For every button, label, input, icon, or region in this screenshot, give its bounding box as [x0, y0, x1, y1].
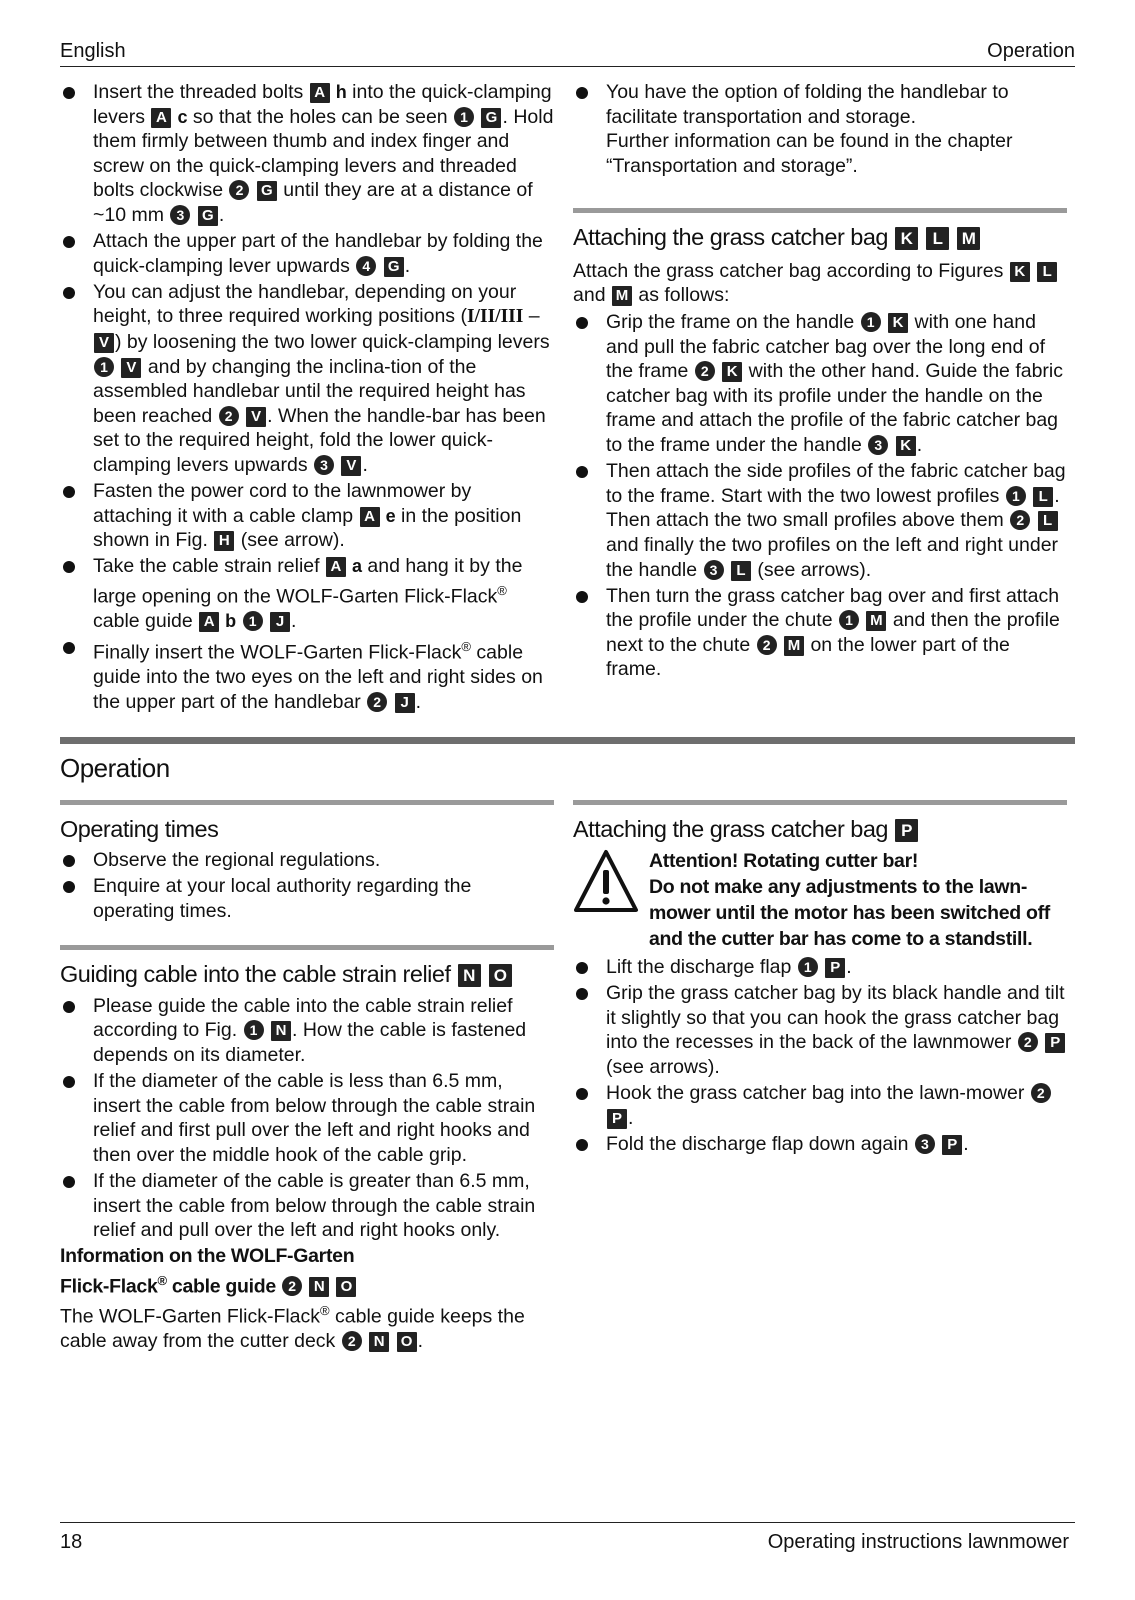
callout-number: 1 [94, 357, 114, 377]
figure-ref-h: H [214, 531, 234, 551]
text-run [882, 311, 887, 333]
text-run: cable guide [166, 1275, 281, 1298]
text-run: The WOLF-Garten Flick-Flack [60, 1305, 321, 1328]
figure-ref-g: G [384, 257, 404, 277]
figure-ref-p: P [942, 1135, 962, 1155]
page-footer [60, 1522, 1075, 1553]
figure-ref-p: P [895, 819, 918, 842]
figure-ref-m: M [784, 636, 804, 656]
text-run: with the other hand. Guide the fabric catcher bag with its profile under the handle on the frame and attach the profile of the fabric catcher bag to the frame under the handle [606, 360, 1063, 457]
figure-ref-n: N [369, 1332, 389, 1352]
callout-number: 1 [454, 107, 474, 127]
callout-number: 2 [1018, 1032, 1038, 1052]
text-run: – [523, 305, 540, 328]
text-run: . [404, 254, 411, 277]
text-run: until they are at a distance of ~10 mm [93, 179, 533, 226]
page-number: 18 [60, 1531, 83, 1553]
text-run: If the diameter of the cable is greater than 6.5 mm, insert the cable from below through the cable strain relief and pull over the left and right hooks only. [93, 1169, 536, 1242]
callout-number: 2 [219, 406, 239, 426]
callout-number: 1 [1006, 486, 1026, 506]
text-run [1031, 260, 1036, 282]
text-run: Grip the frame on the handle [606, 311, 860, 334]
list-item [573, 80, 1067, 178]
text-run: . [415, 690, 422, 713]
figure-ref-v: V [246, 407, 266, 427]
text-run [303, 1275, 308, 1297]
figure-ref-l: L [731, 561, 751, 581]
text-run [377, 255, 382, 277]
figure-refs [894, 224, 981, 250]
text-run [936, 1133, 941, 1155]
list-item [60, 1069, 554, 1167]
text-run: in the position shown in Fig. [93, 504, 522, 552]
section-heading-operating-times: Operating times [60, 800, 554, 844]
part-letter: a [346, 556, 362, 577]
figure-ref-g: G [481, 108, 501, 128]
callout-number: 3 [915, 1134, 935, 1154]
text-run: Flick-Flack [60, 1275, 158, 1298]
text-run: (see arrows). [606, 1055, 720, 1078]
figure-ref-a: A [199, 612, 219, 632]
callout-number: 1 [798, 957, 818, 977]
text-run [388, 691, 393, 713]
text-run: Attach the upper part of the handlebar by folding the quick-clamping lever upwards [93, 230, 543, 277]
text-run [819, 956, 824, 978]
text-run: Fasten the power cord to the lawnmower by attaching it with a cable clamp [93, 480, 472, 527]
text-run [390, 1330, 395, 1352]
figure-ref-o: O [397, 1332, 417, 1352]
text-run: . [362, 453, 368, 476]
text-run [191, 204, 196, 226]
text-run: and then the profile next to the chute [606, 609, 1060, 656]
text-run [1031, 509, 1036, 531]
text-run: into the quick-clamping levers [93, 81, 552, 128]
figure-ref-v: V [121, 358, 141, 378]
figure-ref-p: P [607, 1109, 627, 1129]
info-title [60, 1244, 554, 1299]
text-run: You can adjust the handlebar, depending on your height, to three required working positions ( [93, 280, 517, 328]
text-run: with one hand and pull the fabric catcher bag over the long end of the frame [606, 311, 1046, 383]
text-run: Insert the threaded bolts [93, 81, 309, 103]
text-run [363, 1330, 368, 1352]
figure-ref-o: O [489, 964, 512, 987]
figure-ref-l: L [1038, 511, 1058, 531]
part-letter: c [172, 106, 188, 127]
warning-title: Attention! Rotating cutter bar! [649, 850, 919, 872]
text-run: If the diameter of the cable is less than 6.5 mm, insert the cable from below through the cable strain relief and first pull over the left and right hooks and then over the middle hook of the cable grip. [93, 1070, 536, 1166]
left-bottom-column [60, 800, 554, 1354]
callout-number: 4 [356, 256, 376, 276]
callout-number: 2 [1031, 1083, 1051, 1103]
section-heading-attach-bag [573, 208, 1067, 252]
figure-ref-p: P [825, 958, 845, 978]
page-header [60, 38, 1075, 67]
figure-ref-l: L [926, 227, 949, 250]
callout-number: 2 [367, 692, 387, 712]
text-run [860, 609, 865, 631]
text-run: Observe the regional regulations. [93, 849, 381, 871]
info-text [60, 1299, 554, 1354]
text-run: cable guide into the two eyes on the left and right sides on the upper part of the handlebar [93, 641, 543, 713]
list-item [573, 459, 1067, 582]
text-run [236, 610, 241, 632]
registered-mark: ® [461, 639, 471, 655]
list-item [60, 1169, 554, 1243]
list-item [573, 584, 1067, 682]
text-run: (see arrow). [235, 529, 345, 552]
guiding-cable-list [60, 994, 554, 1243]
text-run: Fold the discharge flap down again [606, 1132, 914, 1155]
text-run: . [417, 1330, 423, 1352]
text-run: and by changing the inclina-tion of the assembled handlebar until the required height has been reached [93, 355, 526, 427]
text-run [330, 1275, 335, 1297]
assembly-steps-list [60, 80, 554, 714]
callout-number: 3 [170, 205, 190, 225]
figure-ref-k: K [722, 362, 742, 382]
callout-number: 1 [243, 611, 263, 631]
text-run: on the lower part of the frame. [606, 633, 1010, 681]
text-run: ) by loosening the two lower quick-clamping levers [115, 330, 550, 353]
figure-ref-n: N [458, 964, 481, 987]
figure-ref-k: K [896, 436, 916, 456]
list-item [573, 310, 1067, 458]
text-run: . How the cable is fastened depends on its diameter. [93, 1019, 527, 1066]
callout-number: 2 [695, 361, 715, 381]
text-run: Please guide the cable into the cable strain relief according to Fig. [93, 994, 513, 1042]
text-run: cable guide keeps the cable away from the cutter deck [60, 1305, 525, 1352]
text-run: and hang it by the large opening on the WOLF-Garten Flick-Flack [93, 555, 523, 608]
text-run: . [628, 1106, 634, 1129]
list-item [573, 955, 1067, 980]
list-item [573, 1081, 1067, 1130]
part-letter: e [380, 505, 396, 526]
text-run: Lift the discharge flap [606, 956, 797, 978]
text-run: You have the option of folding the handlebar to facilitate transportation and storage. [606, 81, 1009, 128]
figure-ref-v: V [94, 333, 114, 353]
text-run: . [916, 434, 923, 457]
text-run [240, 405, 245, 427]
heading-text: Attaching the grass catcher bag [573, 816, 889, 842]
text-run: cable guide [93, 609, 199, 632]
text-run [725, 559, 730, 581]
part-letter: h [330, 82, 347, 102]
text-run [889, 434, 894, 456]
warning-box [573, 848, 1067, 952]
registered-mark: ® [157, 1272, 167, 1288]
figure-ref-a: A [326, 557, 346, 577]
text-run: . When the handle-bar has been set to the required height, fold the lower quick-clamping levers upwards [93, 404, 546, 476]
figure-refs [457, 961, 513, 987]
registered-mark: ® [320, 1302, 330, 1318]
warning-text: Do not make any adjustments to the lawn-mower until the motor has been switched off and the cutter bar has come to a standstill. [649, 876, 1050, 950]
list-item [60, 848, 554, 873]
figure-ref-k: K [895, 227, 918, 250]
figure-ref-o: O [336, 1277, 356, 1297]
attach-bag-intro [573, 259, 1067, 308]
heading-text: Attaching the grass catcher bag [573, 223, 889, 250]
list-item [60, 479, 554, 553]
figure-ref-k: K [888, 313, 908, 333]
list-item [60, 994, 554, 1068]
list-item [60, 874, 554, 923]
list-item [60, 280, 554, 478]
callout-number: 1 [839, 610, 859, 630]
text-run: . [846, 956, 852, 978]
figure-ref-a: A [360, 507, 380, 527]
text-run: Attach the grass catcher bag according to Figures [573, 259, 1009, 282]
text-run [264, 610, 269, 632]
figure-ref-m: M [866, 611, 886, 631]
text-run: so that the holes can be seen [187, 105, 454, 128]
section-title-operation: Operation [60, 737, 1075, 784]
text-run [335, 454, 340, 476]
figure-ref-j: J [270, 612, 290, 632]
heading-text: Guiding cable into the cable strain relief [60, 960, 451, 987]
attach-bag-steps-list [573, 310, 1067, 682]
figure-ref-a: A [310, 83, 330, 103]
figure-ref-k: K [1010, 262, 1030, 282]
text-run: Further information can be found in the chapter “Transportation and storage”. [606, 130, 1013, 177]
text-run [1027, 485, 1032, 507]
text-run: . Hold them firmly between thumb and index finger and screw on the quick-clamping levers and threaded bolts clockwise [93, 105, 554, 202]
section-heading-attach-bag-p [573, 800, 1067, 844]
footer-title: Operating instructions lawnmower [767, 1531, 1069, 1553]
text-run: as follows: [632, 284, 730, 307]
text-run [115, 356, 120, 378]
list-item [573, 981, 1067, 1079]
figure-ref-l: L [1033, 487, 1053, 507]
text-run [250, 179, 255, 201]
text-run [475, 106, 480, 128]
text-run [778, 634, 783, 656]
figure-ref-n: N [309, 1277, 329, 1297]
callout-number: 3 [704, 560, 724, 580]
figure-ref-g: G [257, 181, 277, 201]
text-run [1039, 1031, 1044, 1053]
warning-triangle-icon [573, 848, 639, 914]
text-run: Grip the grass catcher bag by its black handle and tilt it slightly so that you can hook the grass catcher bag into the recesses in the back of the lawnmower [606, 982, 1065, 1054]
figure-ref-v: V [341, 456, 361, 476]
list-item [60, 229, 554, 278]
callout-number: 2 [229, 180, 249, 200]
figure-ref-a: A [151, 108, 171, 128]
text-run [716, 360, 721, 382]
figure-ref-j: J [395, 693, 415, 713]
callout-number: 2 [757, 635, 777, 655]
text-run [265, 1019, 270, 1041]
figure-ref-g: G [198, 206, 218, 226]
figure-ref-n: N [271, 1021, 291, 1041]
text-run: Information on the WOLF-Garten [60, 1245, 355, 1268]
text-run: Then attach the side profiles of the fabric catcher bag to the frame. Start with the two lowest profiles [606, 460, 1066, 507]
list-item [60, 635, 554, 714]
right-bottom-column [573, 800, 1067, 1158]
right-top-column [573, 80, 1067, 683]
callout-number: 3 [868, 435, 888, 455]
text-run: Enquire at your local authority regarding the operating times. [93, 875, 472, 922]
figure-ref-m: M [957, 227, 980, 250]
text-run: Hook the grass catcher bag into the lawn-mower [606, 1081, 1030, 1104]
attach-bag-p-list [573, 955, 1067, 1156]
text-run: Then turn the grass catcher bag over and first attach the profile under the chute [606, 584, 1060, 632]
header-language: English [60, 40, 126, 62]
callout-number: 2 [282, 1276, 302, 1296]
list-item [60, 554, 554, 633]
callout-number: 3 [314, 455, 334, 475]
section-heading-guiding-cable [60, 945, 554, 989]
text-run: and finally the two profiles on the left and right under the handle [606, 533, 1059, 581]
operating-times-list [60, 848, 554, 923]
text-run: (see arrows). [751, 558, 872, 581]
text-run: Finally insert the WOLF-Garten Flick-Flack [93, 641, 462, 664]
fold-handlebar-list [573, 80, 1067, 178]
figure-ref-m: M [612, 286, 632, 306]
list-item [573, 1132, 1067, 1157]
callout-number: 2 [342, 1331, 362, 1351]
callout-number: 1 [861, 312, 881, 332]
part-letter: b [220, 610, 237, 631]
list-item [60, 80, 554, 228]
text-run: . [291, 609, 297, 632]
text-run: . Then attach the two small profiles above them [606, 484, 1060, 532]
callout-number: 1 [244, 1020, 264, 1040]
text-run: . [218, 203, 225, 226]
text-run: and [573, 284, 611, 307]
header-chapter: Operation [987, 40, 1075, 62]
text-run: Take the cable strain relief [93, 555, 325, 578]
figure-ref-l: L [1037, 262, 1057, 282]
left-top-column [60, 80, 554, 716]
text-run: . [963, 1132, 969, 1155]
position-labels: I/II/III [466, 306, 524, 328]
callout-number: 2 [1010, 510, 1030, 530]
figure-refs [894, 816, 919, 842]
figure-ref-p: P [1045, 1033, 1065, 1053]
registered-mark: ® [497, 582, 507, 598]
